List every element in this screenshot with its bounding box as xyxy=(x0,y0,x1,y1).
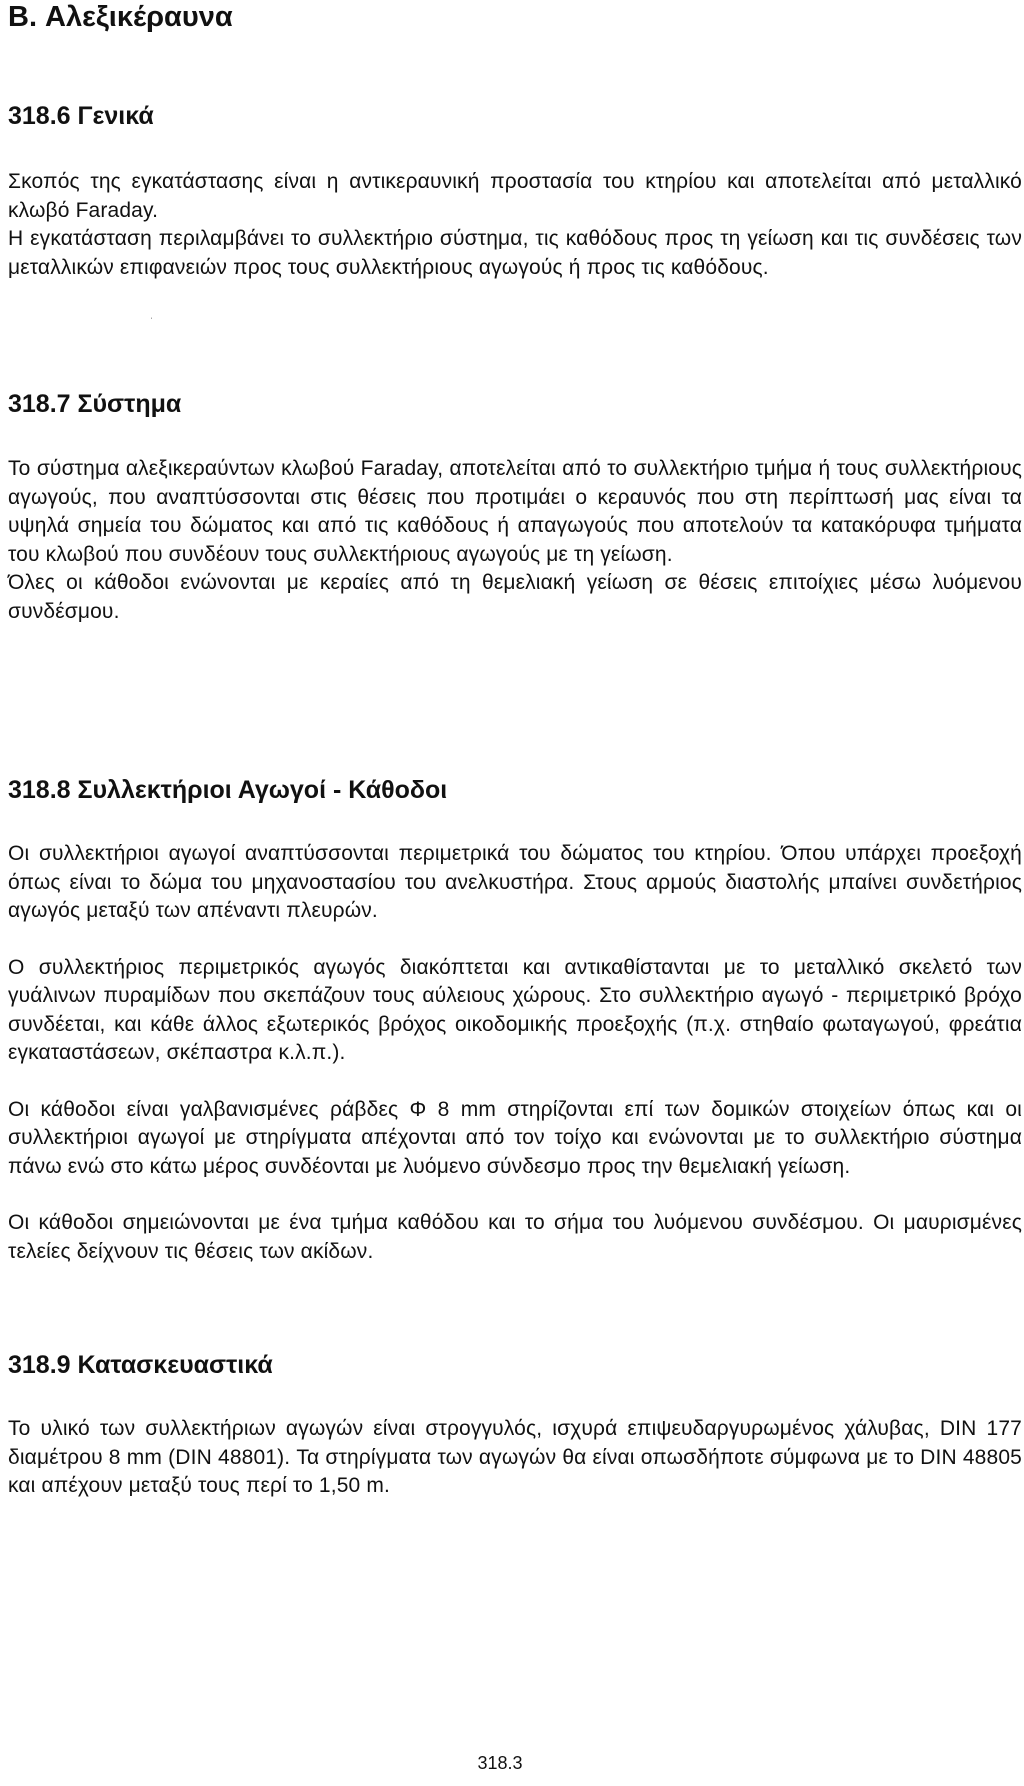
section-body-318-8 xyxy=(8,840,1022,1266)
paragraph: Η εγκατάσταση περιλαμβάνει το συλλεκτήριο σύστημα, τις καθόδους προς τη γείωση και τις συνδέσεις των μεταλλικών επιφανειών προς τους συλλεκτήριους αγωγούς ή προς τις καθόδους. xyxy=(8,227,1022,279)
paragraph: Όλες οι κάθοδοι ενώνονται με κεραίες από τη θεμελιακή γείωση σε θέσεις επιτοίχιες μέσω λυόμενου συνδέσμου. xyxy=(8,571,1022,623)
page-number: 318.3 xyxy=(477,1753,523,1773)
section-body-318-7 xyxy=(8,455,1022,626)
section-body-318-6 xyxy=(8,168,1022,282)
paragraph: Οι κάθοδοι είναι γαλβανισμένες ράβδες Φ 8 mm στηρίζονται επί των δομικών στοιχείων όπως και οι συλλεκτήριοι αγωγοί με στηρίγματα απέχονται από τον τοίχο και ενώνονται με το συλλεκτήριο σύστημα πάνω ενώ στο κάτω μέρος συνδέονται με λυόμενο σύνδεσμο προς την θεμελιακή γείωση. xyxy=(8,1097,1022,1178)
section-heading-318-9: 318.9 Κατασκευαστικά xyxy=(8,1351,273,1379)
document-title: B. Αλεξικέραυνα xyxy=(8,1,233,33)
scan-artifact-mark: ˌ xyxy=(150,309,153,319)
paragraph: Σκοπός της εγκατάστασης είναι η αντικεραυνική προστασία του κτηρίου και αποτελείται από μεταλλικό κλωβό Faraday. xyxy=(8,170,1022,222)
paragraph: Οι κάθοδοι σημειώνονται με ένα τμήμα καθόδου και το σήμα του λυόμενου συνδέσμου. Οι μαυρισμένες τελείες δείχνουν τις θέσεις των ακίδων. xyxy=(8,1211,1022,1263)
section-heading-318-6: 318.6 Γενικά xyxy=(8,102,154,130)
paragraph: Ο συλλεκτήριος περιμετρικός αγωγός διακόπτεται και αντικαθίστανται με το μεταλλικό σκελετό των γυάλινων πυραμίδων που σκεπάζουν τους αύλειους χώρους. Στο συλλεκτήριο αγωγό - περιμετρικό βρόχο συνδέεται, και κάθε άλλος εξωτερικός βρόχος οικοδομικής προεξοχής (π.χ. στηθαίο φωταγωγού, φρεάτια εγκαταστάσεων, σκέπαστρα κ.λ.π.). xyxy=(8,955,1022,1064)
section-heading-318-8: 318.8 Συλλεκτήριοι Αγωγοί - Κάθοδοι xyxy=(8,776,448,804)
paragraph: Το υλικό των συλλεκτήριων αγωγών είναι στρογγυλός, ισχυρά επιψευδαργυρωμένος χάλυβας, DIN 177 διαμέτρου 8 mm (DIN 48801). Τα στηρίγματα των αγωγών θα είναι οπωσδήποτε σύμφωνα με το DIN 48805 και απέχουν μεταξύ τους περί το 1,50 m. xyxy=(8,1417,1022,1497)
section-heading-318-7: 318.7 Σύστημα xyxy=(8,390,182,418)
paragraph: Το σύστημα αλεξικεραύντων κλωβού Faraday, αποτελείται από το συλλεκτήριο τμήμα ή τους συλλεκτήριους αγωγούς, που αναπτύσσονται στις θέσεις που προτιμάει ο κεραυνός που στη περίπτωσή μας είναι τα υψηλά σημεία του δώματος και από τις καθόδους ή απαγωγούς που αποτελούν τα κατακόρυφα τμήματα του κλωβού που συνδέουν τους συλλεκτήριους αγωγούς με τη γείωση. xyxy=(8,457,1022,566)
section-body-318-9 xyxy=(8,1415,1022,1501)
paragraph: Οι συλλεκτήριοι αγωγοί αναπτύσσονται περιμετρικά του δώματος του κτηρίου. Όπου υπάρχει προεξοχή όπως είναι το δώμα του μηχανοστασίου του ανελκυστήρα. Στους αρμούς διαστολής μπαίνει συνδετήριος αγωγός μεταξύ των απέναντι πλευρών. xyxy=(8,842,1022,922)
